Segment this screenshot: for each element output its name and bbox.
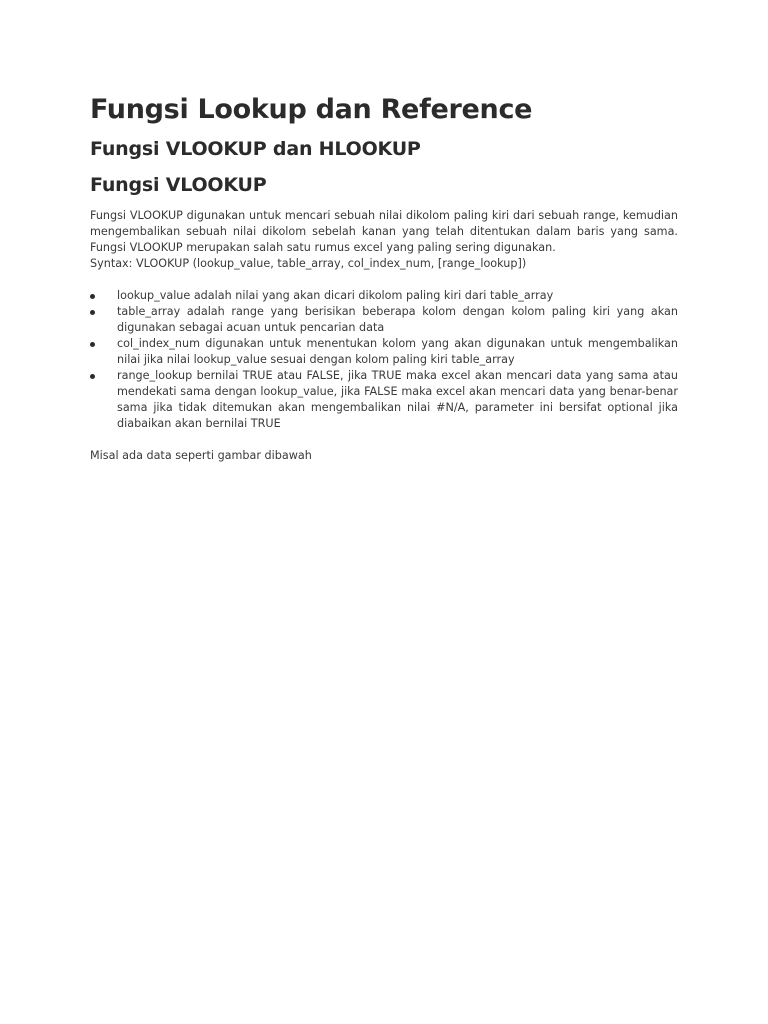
list-item — [90, 336, 678, 368]
intro-text: Fungsi VLOOKUP digunakan untuk mencari sebuah nilai dikolom paling kiri dari sebuah range, kemudian mengembalikan sebuah nilai dikolom sebelah kanan yang telah ditentukan dalam baris yang sama. Fungsi VLOOKUP merupakan salah satu rumus excel yang paling sering digunakan. — [90, 209, 678, 254]
bullet-icon — [90, 374, 95, 379]
list-item-text: col_index_num digunakan untuk menentukan kolom yang akan digunakan untuk mengembalikan nilai jika nilai lookup_value sesuai dengan kolom paling kiri table_array — [117, 337, 678, 366]
document-page — [90, 90, 678, 464]
list-item-text: range_lookup bernilai TRUE atau FALSE, jika TRUE maka excel akan mencari data yang sama atau mendekati sama dengan lookup_value, jika FALSE maka excel akan mencari data yang benar-benar sama jika tidak ditemukan akan mengembalikan nilai #N/A, parameter ini bersifat optional jika diabaikan akan bernilai TRUE — [117, 369, 678, 430]
list-item — [90, 304, 678, 336]
page-title: Fungsi Lookup dan Reference — [90, 94, 533, 125]
intro-paragraph — [90, 208, 678, 272]
list-item-text: lookup_value adalah nilai yang akan dicari dikolom paling kiri dari table_array — [117, 289, 554, 302]
closing-note: Misal ada data seperti gambar dibawah — [90, 449, 312, 462]
bullet-icon — [90, 310, 95, 315]
list-item-text: table_array adalah range yang berisikan beberapa kolom dengan kolom paling kiri yang akan digunakan sebagai acuan untuk pencarian data — [117, 305, 678, 334]
list-item — [90, 368, 678, 432]
parameter-list — [90, 288, 678, 432]
bullet-icon — [90, 342, 95, 347]
list-item — [90, 288, 678, 304]
syntax-line: Syntax: VLOOKUP (lookup_value, table_array, col_index_num, [range_lookup]) — [90, 257, 527, 270]
page-subtitle: Fungsi VLOOKUP dan HLOOKUP — [90, 138, 421, 160]
bullet-icon — [90, 294, 95, 299]
section-heading: Fungsi VLOOKUP — [90, 174, 267, 196]
